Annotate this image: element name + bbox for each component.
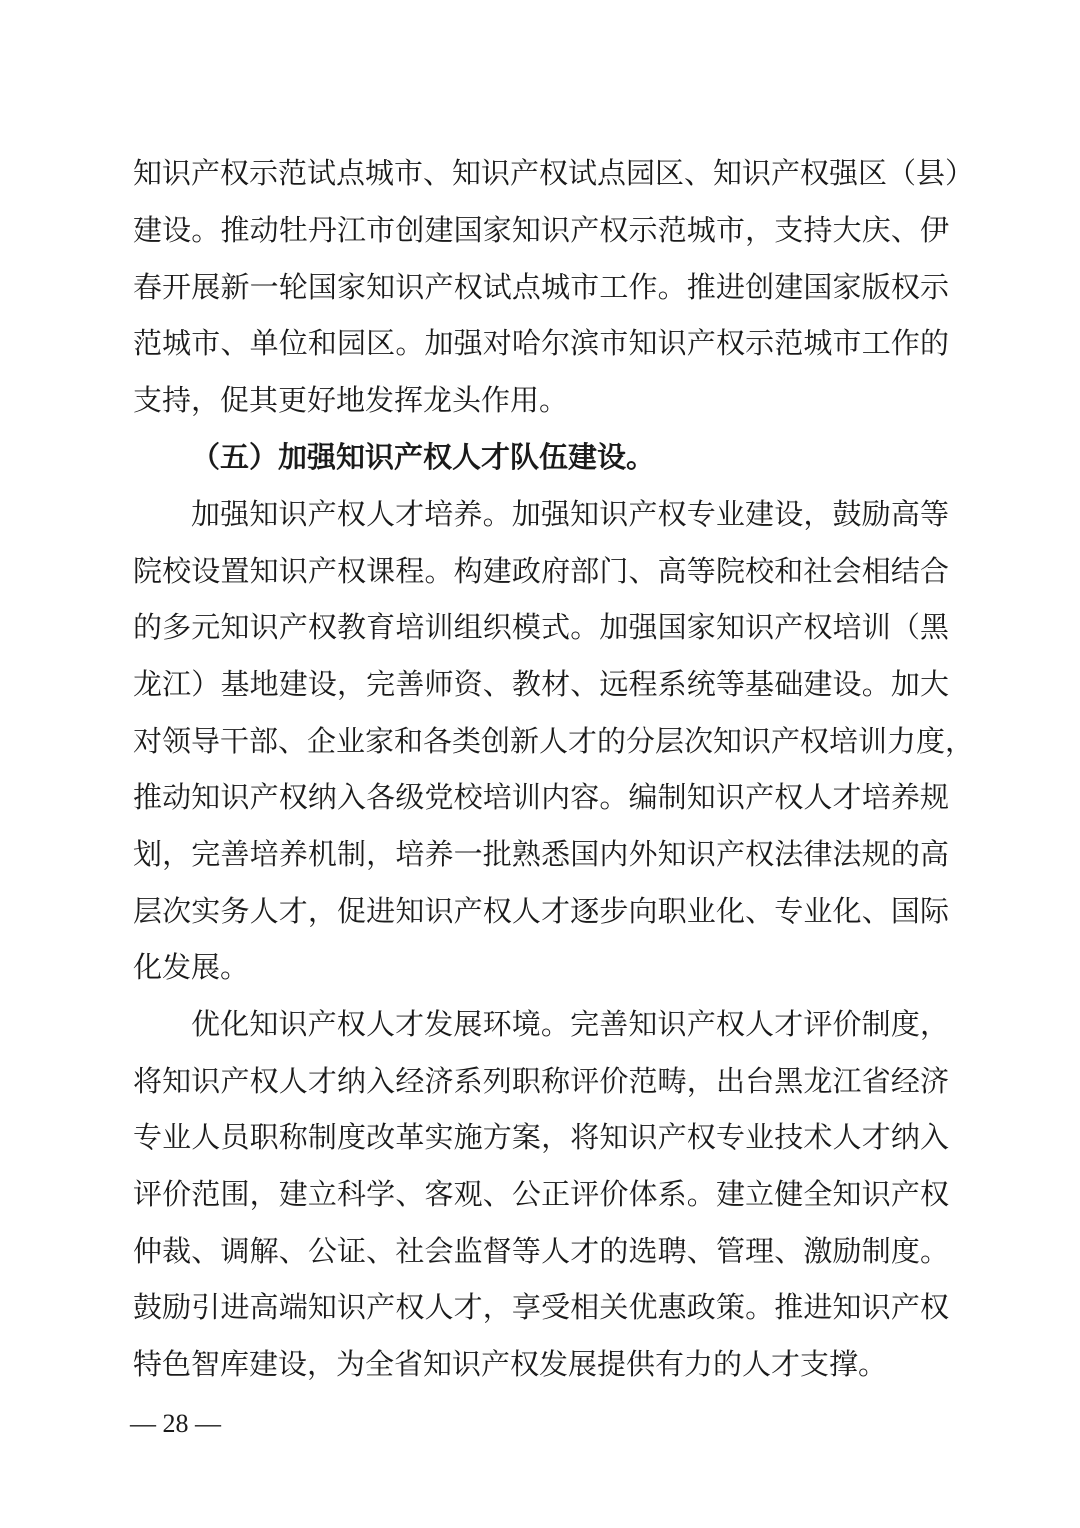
paragraph-2-line-4: 龙江）基地建设，完善师资、教材、远程系统等基础建设。加大	[133, 667, 949, 701]
paragraph-3-line-6: 鼓励引进高端知识产权人才，享受相关优惠政策。推进知识产权	[133, 1290, 949, 1324]
paragraph-3-line-3: 专业人员职称制度改革实施方案，将知识产权专业技术人才纳入	[133, 1120, 949, 1154]
paragraph-2-line-9: 化发展。	[133, 950, 250, 984]
paragraph-2-line-3: 的多元知识产权教育培训组织模式。加强国家知识产权培训（黑	[133, 610, 949, 644]
paragraph-1-line-5: 支持，促其更好地发挥龙头作用。	[133, 383, 569, 417]
paragraph-2-line-6: 推动知识产权纳入各级党校培训内容。编制知识产权人才培养规	[133, 780, 949, 814]
paragraph-3-line-2: 将知识产权人才纳入经济系列职称评价范畴，出台黑龙江省经济	[133, 1064, 949, 1098]
paragraph-3-line-4: 评价范围，建立科学、客观、公正评价体系。建立健全知识产权	[133, 1177, 949, 1211]
paragraph-2-line-8: 层次实务人才，促进知识产权人才逐步向职业化、专业化、国际	[133, 894, 949, 928]
paragraph-1-line-2: 建设。推动牡丹江市创建国家知识产权示范城市，支持大庆、伊	[133, 213, 949, 247]
paragraph-3-line-5: 仲裁、调解、公证、社会监督等人才的选聘、管理、激励制度。	[133, 1234, 949, 1268]
paragraph-1-line-1: 知识产权示范试点城市、知识产权试点园区、知识产权强区（县）	[133, 156, 975, 190]
paragraph-2-line-1: 加强知识产权人才培养。加强知识产权专业建设，鼓励高等	[191, 497, 949, 531]
paragraph-2-line-7: 划，完善培养机制，培养一批熟悉国内外知识产权法律法规的高	[133, 837, 949, 871]
page-number: — 28 —	[130, 1409, 221, 1438]
paragraph-2-line-5: 对领导干部、企业家和各类创新人才的分层次知识产权培训力度，	[133, 724, 975, 758]
section-heading: （五）加强知识产权人才队伍建设。	[191, 440, 656, 474]
paragraph-2-line-2: 院校设置知识产权课程。构建政府部门、高等院校和社会相结合	[133, 554, 949, 588]
paragraph-1-line-3: 春开展新一轮国家知识产权试点城市工作。推进创建国家版权示	[133, 270, 949, 304]
paragraph-3-line-7: 特色智库建设，为全省知识产权发展提供有力的人才支撑。	[133, 1347, 888, 1381]
paragraph-1-line-4: 范城市、单位和园区。加强对哈尔滨市知识产权示范城市工作的	[133, 326, 949, 360]
paragraph-3-line-1: 优化知识产权人才发展环境。完善知识产权人才评价制度，	[191, 1007, 949, 1041]
